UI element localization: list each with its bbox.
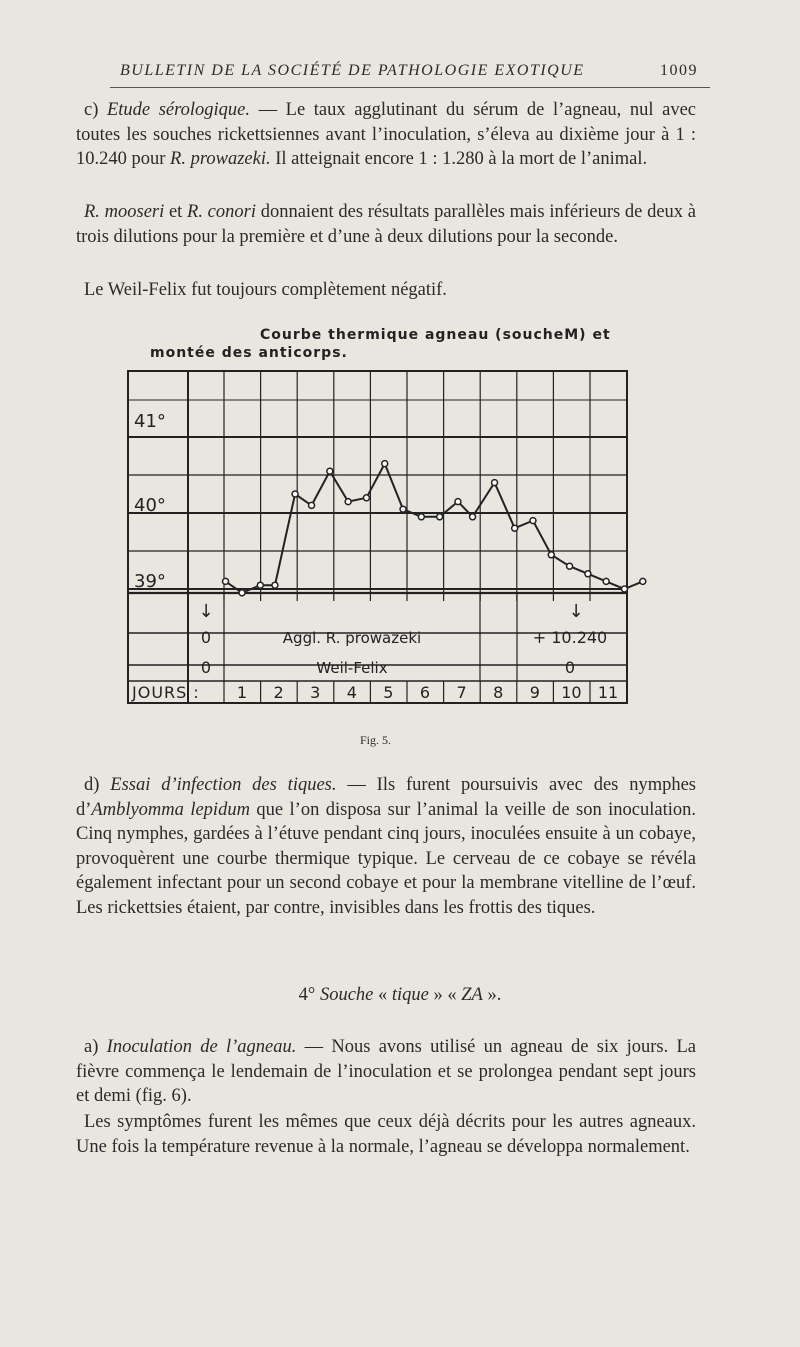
heading-tique: tique	[391, 985, 429, 1005]
x-tick-label: 9	[529, 683, 540, 702]
aggl-start-value: 0	[200, 628, 212, 647]
chart-frame	[128, 371, 627, 703]
arrow-end-icon: ↓	[568, 601, 584, 622]
section-heading-4	[0, 985, 800, 1006]
and-text: et	[164, 202, 188, 222]
paragraph-serology	[76, 98, 696, 172]
text-d1: — Ils furent poursuivis avec des nymphes d’	[76, 775, 696, 820]
x-tick-label: 2	[273, 683, 284, 702]
paragraph-ticks	[76, 773, 696, 920]
temperature-point	[548, 552, 554, 558]
lead-title-d: Essai d’infection des tiques.	[110, 775, 337, 795]
temperature-series	[223, 461, 646, 596]
weil-felix-label: Weil-Felix	[316, 659, 388, 677]
temperature-point	[309, 502, 315, 508]
x-axis-label: JOURS :	[132, 683, 200, 702]
temperature-point	[585, 571, 591, 577]
text-a2: Les symptômes furent les mêmes que ceux déjà décrits pour les autres agneaux. Une fois la température revenue à la normale, l’agneau se développa normalement.	[76, 1112, 696, 1157]
temperature-point	[603, 578, 609, 584]
x-tick-label: 5	[383, 683, 394, 702]
figure-caption: Fig. 5.	[360, 733, 392, 747]
lead-c: c)	[84, 100, 99, 120]
text-c1: — Le taux agglutinant du sérum de l’agneau, nul avec toutes les souches rickettsiennes avant l’inoculation, s’éleva au dixième jour à 1 : 10.240 pour	[76, 100, 696, 169]
temperature-point	[530, 518, 536, 524]
y-tick-labels	[134, 411, 166, 592]
text-a1: — Nous avons utilisé un agneau de six jours. La fièvre commença le lendemain de l’inoculation et se prolongea pendant sept jours et demi (fig. 6).	[76, 1037, 697, 1106]
paragraph-inoculation	[76, 1035, 696, 1109]
x-tick-label: 11	[597, 683, 619, 702]
temperature-point	[345, 499, 351, 505]
temperature-point	[455, 499, 461, 505]
chart-title-line2: montée des anticorps.	[150, 345, 348, 361]
species-amblyomma: Amblyomma lepidum	[91, 799, 250, 820]
lead-d: d)	[84, 775, 100, 795]
heading-souche: Souche	[319, 985, 374, 1005]
chart-grid	[128, 371, 627, 703]
y-tick-label: 39°	[134, 571, 166, 592]
y-tick-label: 40°	[134, 495, 166, 516]
weil-felix-start-value: 0	[200, 658, 212, 677]
text-c3: donnaient des résultats parallèles mais inférieurs de deux à trois dilutions pour la première et d’une à deux dilutions pour la seconde.	[76, 202, 696, 247]
species-conori: R. conori	[187, 202, 256, 222]
aggl-end-value: + 10.240	[532, 628, 608, 647]
temperature-point	[363, 495, 369, 501]
text-c2: Il atteignait encore 1 : 1.280 à la mort de l’animal.	[270, 149, 648, 169]
x-tick-label: 6	[419, 683, 431, 702]
x-tick-label: 4	[346, 683, 357, 702]
lead-a: a)	[84, 1037, 99, 1057]
paragraph-weil-felix	[76, 278, 696, 303]
x-tick-label: 3	[310, 683, 321, 702]
x-tick-label: 7	[456, 683, 467, 702]
temperature-point	[437, 514, 443, 520]
chart-title-line1: Courbe thermique agneau (soucheM) et	[260, 327, 611, 343]
species-mooseri: R. mooseri	[84, 202, 165, 222]
weil-felix-end-value: 0	[564, 658, 576, 677]
running-header	[110, 60, 710, 90]
temperature-point	[239, 590, 245, 596]
arrow-start-icon: ↓	[198, 601, 214, 622]
header-rule	[110, 87, 710, 88]
lead-title-a: Inoculation de l’agneau.	[106, 1037, 297, 1057]
x-tick-label: 10	[561, 683, 582, 702]
temperature-chart	[0, 365, 800, 725]
weil-felix-text: Le Weil-Felix fut toujours complètement négatif.	[84, 280, 447, 300]
journal-title: BULLETIN DE LA SOCIÉTÉ DE PATHOLOGIE EXOTIQUE	[120, 62, 585, 79]
heading-number: 4°	[298, 985, 320, 1005]
temperature-point	[223, 578, 229, 584]
paragraph-mooseri	[76, 200, 696, 249]
heading-za: ZA	[461, 985, 483, 1005]
x-tick-labels	[131, 683, 618, 702]
temperature-point	[640, 578, 646, 584]
temperature-point	[292, 491, 298, 497]
temperature-point	[621, 586, 627, 592]
y-tick-label: 41°	[134, 411, 166, 432]
heading-q2: » «	[428, 985, 462, 1005]
temperature-point	[382, 461, 388, 467]
temperature-point	[567, 563, 573, 569]
serology-table	[128, 593, 627, 703]
x-tick-label: 1	[236, 683, 248, 702]
page-number: 1009	[660, 62, 698, 79]
temperature-point	[272, 582, 278, 588]
lead-title-c: Etude sérologique.	[106, 100, 250, 120]
heading-q1: «	[373, 985, 392, 1005]
chart-title	[150, 326, 650, 362]
temperature-point	[257, 582, 263, 588]
temperature-point	[512, 525, 518, 531]
temperature-point	[492, 480, 498, 486]
species-prowazeki: R. prowazeki.	[170, 149, 271, 169]
temperature-line	[226, 464, 643, 593]
temperature-point	[418, 514, 424, 520]
temperature-point	[470, 514, 476, 520]
paragraph-symptoms	[76, 1110, 696, 1159]
aggl-label: Aggl. R. prowazeki	[282, 629, 422, 647]
text-d2: que l’on disposa sur l’animal la veille de son inoculation. Cinq nymphes, gardées à l’étuve pendant cinq jours, inoculées ensuite à un cobaye, provoquèrent une courbe thermique typique. Le cerveau de ce cobaye se révéla également infectant pour un second cobaye et pour la membrane vitelline de l’œuf. Les rickettsies étaient, par contre, invisibles dans les frottis des tiques.	[76, 799, 696, 918]
temperature-point	[400, 506, 406, 512]
temperature-point	[327, 468, 333, 474]
heading-q3: ».	[482, 985, 502, 1005]
x-tick-label: 8	[493, 683, 504, 702]
